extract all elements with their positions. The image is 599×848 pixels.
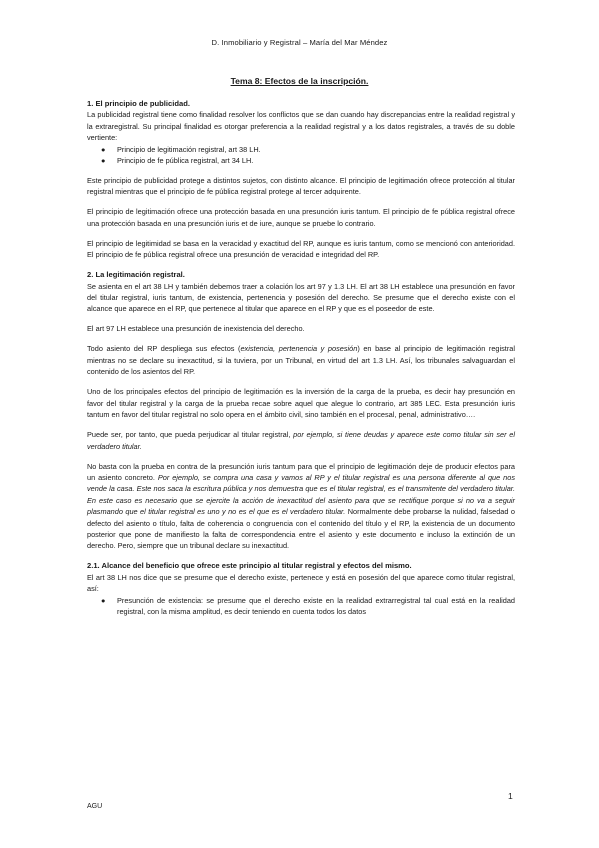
document-body	[87, 98, 515, 626]
paragraph: El principio de legitimación ofrece una protección basada en una presunción iuris tantum. El principio de fe pública registral ofrece una protección basada en una presunción iuris et de iure, aunque se pruebe lo contrario.	[87, 207, 515, 228]
bullet-list	[87, 595, 515, 618]
list-item: ● Presunción de existencia: se presume que el derecho existe en la realidad extrarregistral tal cual está en la realidad registral, con la misma amplitud, es decir teniendo en cuenta todos los datos	[101, 595, 515, 616]
section-heading-1: 1. El principio de publicidad.	[87, 99, 190, 108]
section-heading-2: 2. La legitimación registral.	[87, 270, 185, 280]
footer-initials: AGU	[87, 803, 103, 810]
bullet-list	[87, 144, 515, 167]
paragraph: El principio de legitimidad se basa en la veracidad y exactitud del RP, aunque es iuris tantum, como se mencionó con anterioridad. El principio de fe pública registral ofrece una presunción de veracidad e integridad del RP.	[87, 238, 515, 260]
list-item: ● Principio de legitimación registral, art 38 LH.	[101, 144, 261, 154]
paragraph: El art 97 LH establece una presunción de inexistencia del derecho.	[87, 324, 305, 334]
list-item: ● Principio de fe pública registral, art 34 LH.	[101, 156, 254, 166]
running-header: D. Inmobiliario y Registral – María del Mar Méndez	[211, 38, 388, 47]
paragraph: Uno de los principales efectos del principio de legitimación es la inversión de la carga de la prueba, es decir hay presunción en favor del titular registral y la carga de la prueba recae sobre aquel que alegue lo contrario, art 385 LEC. Esta presunción iuris tantum en favor del titular registral no solo opera en el ámbito civil, sino también en el procesal, penal, administrativo….	[87, 387, 515, 420]
bullet-icon: ●	[101, 144, 106, 154]
page-title: Tema 8: Efectos de la inscripción.	[230, 76, 369, 86]
paragraph: La publicidad registral tiene como finalidad resolver los conflictos que se dan cuando hay discrepancias entre la realidad registral y la extraregistral. Su principal finalidad es otorgar preferencia a la realidad registral y a los datos registrales, a través de su doble vertiente:	[87, 110, 515, 143]
paragraph: Se asienta en el art 38 LH y también debemos traer a colación los art 97 y 1.3 LH. El art 38 LH establece una presunción en favor del titular registral, iuris tantum, de existencia, pertenencia y posesión del derecho. Se presume que el derecho existe con el alcance que aparece en el RP, que pertenece al titular que aparece en el RP y que es el poseedor de este.	[87, 281, 515, 314]
section-heading-2-1: 2.1. Alcance del beneficio que ofrece este principio al titular registral y efectos del mismo.	[87, 561, 412, 571]
paragraph: No basta con la prueba en contra de la presunción iuris tantum para que el principio de legitimación deje de producir efectos para un asiento concreto. Por ejemplo, se compra una casa y vamos al RP y el titular registral es una persona diferente al que nos vende la casa. Este nos saca la escritura pública y nos demuestra que es el titular registral, es el transmitente del verdadero titular. En este caso es necesario que se ejercite la acción de inexactitud del asiento para que se rectifique porque si no va a seguir plasmando que el titular registral es uno y no es el que es el verdadero titular. Normalmente debe probarse la nulidad, falsedad o defecto del asiento o título, falta de coherencia o congruencia con el contenido del título y el RP, la existencia de un documento posterior que pone de manifiesto la falta de correspondencia entre el asiento y este documento e incluso la extinción de un derecho. Pero, siempre que un tribunal declare su inexactitud.	[87, 461, 515, 551]
paragraph: Puede ser, por tanto, que pueda perjudicar al titular registral, por ejemplo, si tiene deudas y aparece este como titular sin ser el verdadero titular.	[87, 430, 515, 451]
paragraph: Este principio de publicidad protege a distintos sujetos, con distinto alcance. El principio de legitimación ofrece protección al titular registral mientras que el principio de fe pública registral protege al tercer adquirente.	[87, 176, 515, 197]
page-number: 1	[508, 791, 513, 801]
paragraph: Todo asiento del RP despliega sus efectos (existencia, pertenencia y posesión) en base al principio de legitimación registral mientras no se declare su inexactitud, si la tuviera, por un Tribunal, en virtud del art 1.3 LH. Así, los tribunales salvaguardan el contenido de los asientos del RP.	[87, 344, 515, 377]
bullet-icon: ●	[101, 156, 106, 166]
bullet-icon: ●	[101, 595, 106, 605]
paragraph: El art 38 LH nos dice que se presume que el derecho existe, pertenece y está en posesión del que aparece como titular registral, así:	[87, 572, 515, 594]
